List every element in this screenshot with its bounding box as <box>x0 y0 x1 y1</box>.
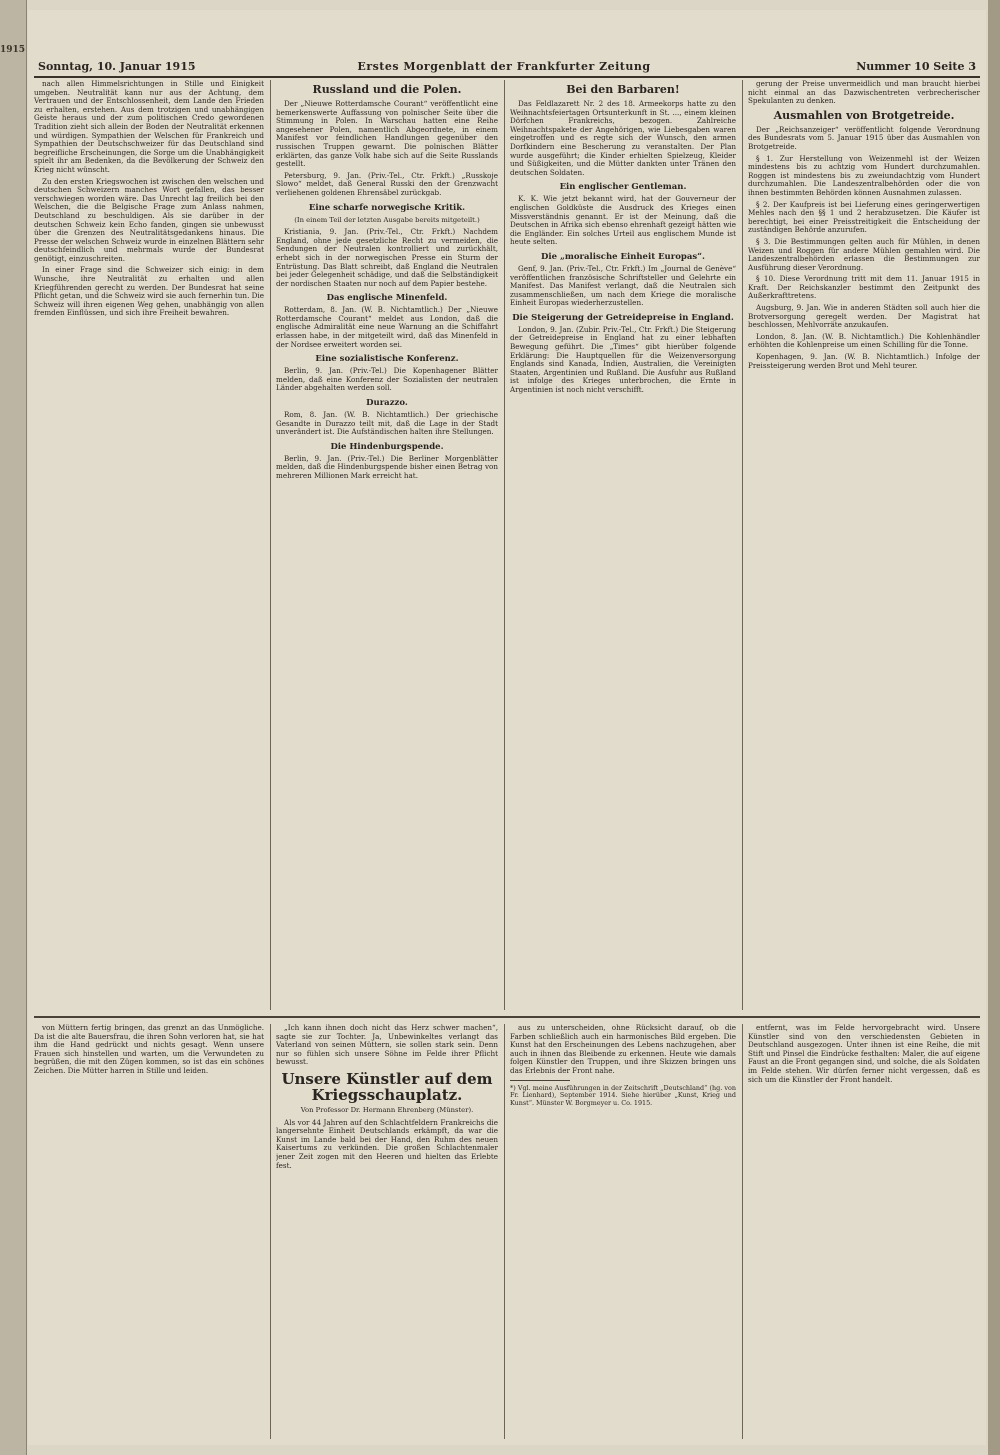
feuilleton-author: Von Professor Dr. Hermann Ehrenberg (Münster). <box>300 1105 474 1114</box>
paragraph: Das Feldlazarett Nr. 2 des 18. Armeekorps hatte zu den Weihnachtsfeiertagen Ortsunterkunft in St. ..., einem kleinen Dörfchen Frankreichs, bezogen. Zahlreiche Weihnachtspakete der Angehörigen, wie Liebesgaben waren eingetroffen und es regte sich der Wunsch, den armen Dorfkindern eine Bescherung zu veranstalten. Der Plan wurde ausgeführt; die Kinder erhielten Spielzeug, Kleider und Süßigkeiten, und die Mütter dankten unter Tränen den deutschen Soldaten. <box>510 99 736 177</box>
paragraph: § 1. Zur Herstellung von Weizenmehl ist der Weizen mindestens bis zu achtzig vom Hundert durchzumahlen. Roggen ist mindestens bis zu zweiundachtzig vom Hundert durchzumahlen. Die Landeszentralbehörden oder die von ihnen bestimmten Behörden können Ausnahmen zulassen. <box>748 153 980 197</box>
feuilleton-column-3 <box>510 1024 736 1439</box>
headline-durazzo: Durazzo. <box>366 398 408 409</box>
headline-ausmahlen: Ausmahlen von Brotgetreide. <box>773 108 955 122</box>
column-rule <box>742 80 743 1010</box>
masthead <box>34 58 980 78</box>
paragraph: Kristiania, 9. Jan. (Priv.-Tel., Ctr. Frkft.) Nachdem England, ohne jede gesetzliche Recht zu vermeiden, die Sendungen der Neutralen kontrolliert und zurückhält, erhebt sich in der norwegischen Presse ein Sturm der Entrüstung. Das Blatt schreibt, daß England die Neutralen bei jeder Gelegenheit schädige, und daß die Selbständigkeit der nordischen Staaten nur noch auf dem Papier bestehe. <box>276 227 498 288</box>
paragraph: § 10. Diese Verordnung tritt mit dem 11. Januar 1915 in Kraft. Der Reichskanzler bestimmt den Zeitpunkt des Außerkrafttretens. <box>748 274 980 301</box>
column-rule <box>270 1024 271 1439</box>
paragraph: Als vor 44 Jahren auf den Schlachtfeldern Frankreichs die langersehnte Einheit Deutschlands erkämpft, da war die Kunst im Lande bald bei der Hand, den Ruhm des neuen Kaisertums zu verkünden. Die großen Schlachtenmaler jener Zeit zogen mit den Heeren und hielten das Erlebte fest. <box>276 1117 498 1170</box>
paragraph: Petersburg, 9. Jan. (Priv.-Tel., Ctr. Frkft.) „Russkoje Slowo“ meldet, daß General Russki den der Grenzwacht verliehenen goldenen Ehrensäbel zurückgab. <box>276 170 498 197</box>
paragraph: Der „Reichsanzeiger“ veröffentlicht folgende Verordnung des Bundesrats vom 5. Januar 1915 über das Ausmahlen von Brotgetreide. <box>748 124 980 151</box>
footnote: *) Vgl. meine Ausführungen in der Zeitschrift „Deutschland“ (hg. von Fr. Lienhard), September 1914. Siehe hierüber „Kunst, Krieg und Kunst“. Münster W. Borgmeyer u. Co. 1915. <box>510 1083 736 1108</box>
column-rule <box>742 1024 743 1439</box>
headline-barbaren: Bei den Barbaren! <box>566 83 680 96</box>
headline-minenfeld: Das englische Minenfeld. <box>326 293 448 304</box>
feuilleton-column-1 <box>34 1024 264 1439</box>
masthead-page-number: Nummer 10 Seite 3 <box>856 60 976 73</box>
headline-gentleman: Ein englischer Gentleman. <box>559 182 687 193</box>
paragraph: Rom, 8. Jan. (W. B. Nichtamtlich.) Der griechische Gesandte in Durazzo teilt mit, daß die Lage in der Stadt unverändert ist. Die Aufständischen halten ihre Stellungen. <box>276 410 498 437</box>
headline-kritik: Eine scharfe norwegische Kritik. <box>308 202 466 213</box>
column-3 <box>510 80 736 1010</box>
feuilleton-column-2 <box>276 1024 498 1439</box>
masthead-title: Erstes Morgenblatt der Frankfurter Zeitung <box>357 60 651 73</box>
paragraph: Augsburg, 9. Jan. Wie in anderen Städten soll auch hier die Brotversorgung geregelt werden. Der Magistrat hat beschlossen, Mehlvorräte anzukaufen. <box>748 303 980 330</box>
paragraph: Zu den ersten Kriegswochen ist zwischen den welschen und deutschen Schweizern manches Wort gefallen, das besser verschwiegen worden wäre. Das Unrecht lag freilich bei den Welschen, die die Belgische Frage zum Anlass nahmen, Deutschland zu beschuldigen. Als sie darüber in der deutschen Schweiz kein Echo fanden, gingen sie unbewusst über die Grenzen des Neutralitätsgedankens hinaus. Die Presse der welschen Schweiz wurde in einzelnen Blättern sehr deutschfeindlich und mehrmals wurde der Bundesrat genötigt, einzuschreiten. <box>34 176 264 263</box>
column-4 <box>748 80 980 1010</box>
paragraph: aus zu unterscheiden, ohne Rücksicht darauf, ob die Farben schließlich auch ein harmonisches Bild ergeben. Die Kunst hat den Erscheinungen des Lebens nachzugehen, aber auch in ihnen das Bleibende zu erkennen. Heute wie damals folgen Künstler den Truppen, und ihre Skizzen bringen uns das Erlebnis der Front nahe. <box>510 1024 736 1075</box>
binding-gutter-right <box>988 0 1000 1455</box>
column-rule <box>504 1024 505 1439</box>
paragraph: Berlin, 9. Jan. (Priv.-Tel.) Die Kopenhagener Blätter melden, daß eine Konferenz der Sozialisten der neutralen Länder abgehalten werden soll. <box>276 366 498 393</box>
paragraph: nach allen Himmelsrichtungen in Stille und Einigkeit umgeben. Neutralität kann nur aus der Achtung, dem Vertrauen und der Entschlossenheit, dem Lande den Frieden zu erhalten, erstehen. Aus dem trotzigen und unabhängigen Geiste heraus und der zum politischen Credo gewordenen Tradition zieht sich allein der Boden der Neutralität erkennen und würdigen. Sympathien der Welschen für Frankreich und Sympathien der Deutschschweizer für das Deutschland sind begreifliche Erscheinungen, die Sorge um die Unabhängigkeit spielt ihr am Bedenken, da die Bevölkerung der Schweiz den Krieg nicht wünscht. <box>34 80 264 174</box>
edge-page-year: 1915 <box>0 45 26 55</box>
feuilleton-title: Unsere Künstler auf dem Kriegsschauplatz. <box>281 1069 493 1104</box>
paragraph: In einer Frage sind die Schweizer sich einig: in dem Wunsche, ihre Neutralität zu erhalten und allen Kriegführenden gerecht zu werden. Der Bundesrat hat seine Pflicht getan, und die Schweiz wird sie auch fernerhin tun. Die Schweiz will ihren eigenen Weg gehen, unabhängig von allen fremden Einflüssen, und sich ihre Freiheit bewahren. <box>34 265 264 318</box>
paragraph: von Müttern fertig bringen, das grenzt an das Unmögliche. Da ist die alte Bauersfrau, die ihren Sohn verloren hat, sie hat ihm die Hand gedrückt und nichts gesagt. Wenn unsere Frauen sich hinstellen und warten, um die Verwundeten zu begrüßen, die mit den Zügen kommen, so ist das ein schönes Zeichen. Die Mütter harren in Stille und leiden. <box>34 1024 264 1075</box>
column-rule <box>270 80 271 1010</box>
column-1 <box>34 80 264 1010</box>
column-rule <box>504 80 505 1010</box>
paragraph: § 3. Die Bestimmungen gelten auch für Mühlen, in denen Weizen und Roggen für andere Mühlen gemahlen wird. Die Landeszentralbehörden erlassen die Bestimmungen zur Ausführung dieser Verordnung. <box>748 236 980 272</box>
paragraph: London, 9. Jan. (Zubir. Priv.-Tel., Ctr. Frkft.) Die Steigerung der Getreidepreise in England hat zu einer lebhaften Bewegung geführt. Die „Times“ gibt hierüber folgende Erklärung: Die Hauptquellen für die Weizenversorgung Englands sind Kanada, Indien, Australien, die Vereinigten Staaten, Argentinien und Rußland. Die Ausfuhr aus Rußland ist infolge des Krieges unterbrochen, die Ernte in Argentinien ist noch nicht verschifft. <box>510 324 736 395</box>
paragraph: Rotterdam, 8. Jan. (W. B. Nichtamtlich.) Der „Nieuwe Rotterdamsche Courant“ meldet aus London, daß die englische Admiralität eine neue Warnung an die Schiffahrt erlassen habe, in der mitgeteilt wird, daß das Minenfeld in der Nordsee erweitert worden sei. <box>276 305 498 349</box>
headline-russland: Russland und die Polen. <box>312 83 462 96</box>
column-2 <box>276 80 498 1010</box>
headline-spende: Die Hindenburgspende. <box>330 441 444 452</box>
paragraph: Berlin, 9. Jan. (Priv.-Tel.) Die Berliner Morgenblätter melden, daß die Hindenburgspende bisher einen Betrag von mehreren Millionen Mark erreicht hat. <box>276 453 498 480</box>
paragraph: K. K. Wie jetzt bekannt wird, hat der Gouverneur der englischen Goldküste die Ausdruck des Krieges einen Missverständnis genannt. Er ist der Meinung, daß die Deutschen in Afrika sich ebenso ehrenhaft gezeigt hätten wie die Engländer. Ein solches Urteil aus englischem Munde ist heute selten. <box>510 194 736 247</box>
headline-sozial: Eine sozialistische Konferenz. <box>315 354 459 365</box>
headline-getreide: Die Steigerung der Getreidepreise in England. <box>512 312 734 323</box>
feuilleton-column-4 <box>748 1024 980 1439</box>
paragraph: „Ich kann ihnen doch nicht das Herz schwer machen“, sagte sie zur Tochter. Ja, Unbewinkeltes verlangt das Vaterland von seinen Müttern, sie sollen stark sein. Denn nur so fühlen sich unsere Söhne im Felde ihrer Pflicht bewusst. <box>276 1024 498 1067</box>
paragraph: London, 8. Jan. (W. B. Nichtamtlich.) Die Kohlenhändler erhöhten die Kohlenpreise um einen Schilling für die Tonne. <box>748 331 980 350</box>
feuilleton-divider <box>34 1016 980 1018</box>
headline-einheit: Die „moralische Einheit Europas“. <box>541 251 705 262</box>
masthead-date: Sonntag, 10. Januar 1915 <box>38 60 196 73</box>
paragraph: Kopenhagen, 9. Jan. (W. B. Nichtamtlich.) Infolge der Preissteigerung werden Brot und Mehl teurer. <box>748 352 980 370</box>
paragraph: § 2. Der Kaufpreis ist bei Lieferung eines geringerwertigen Mehles nach den §§ 1 und 2 herabzusetzen. Die Käufer ist berechtigt, bei einer Preisstreitigkeit die Entscheidung der zuständigen Behörde anzurufen. <box>748 199 980 235</box>
paragraph: Genf, 9. Jan. (Priv.-Tel., Ctr. Frkft.) Im „Journal de Genève“ veröffentlichen französische Schriftsteller und Gelehrte ein Manifest. Das Manifest verlangt, daß die Neutralen sich zusammenschließen, um nach dem Kriege die moralische Einheit Europas wiederherzustellen. <box>510 263 736 308</box>
neighbor-page-edge <box>0 0 26 1455</box>
paragraph: Der „Nieuwe Rotterdamsche Courant“ veröffentlicht eine bemerkenswerte Auffassung von polnischer Seite über die Stimmung in Polen. In Warschau hatten eine Reihe angesehener Polen, namentlich Abgeordnete, in einem Manifest vor feindlichen Handlungen gegenüber den russischen Truppen gewarnt. Die polnischen Blätter erklärten, das ganze Volk habe sich auf die Seite Russlands gestellt. <box>276 99 498 169</box>
footnote-rule <box>510 1080 570 1081</box>
paragraph: entfernt, was im Felde hervorgebracht wird. Unsere Künstler sind von den verschiedensten Gebieten in Deutschland ausgezogen. Unter ihnen ist eine Reihe, die mit Stift und Pinsel die Eindrücke festhalten: Maler, die auf eigene Faust an die Front gegangen sind, und solche, die als Soldaten im Felde stehen. Wir dürfen ferner nicht vergessen, daß es sich um die Künstler der Front handelt. <box>748 1024 980 1084</box>
subheadline: (In einem Teil der letzten Ausgabe bereits mitgeteilt.) <box>294 215 480 224</box>
paragraph: gerung der Preise unvermeidlich und man braucht hierbei nicht einmal an das Dazwischentreten verbrecherischer Spekulanten zu denken. <box>748 80 980 106</box>
newspaper-page <box>28 10 986 1445</box>
